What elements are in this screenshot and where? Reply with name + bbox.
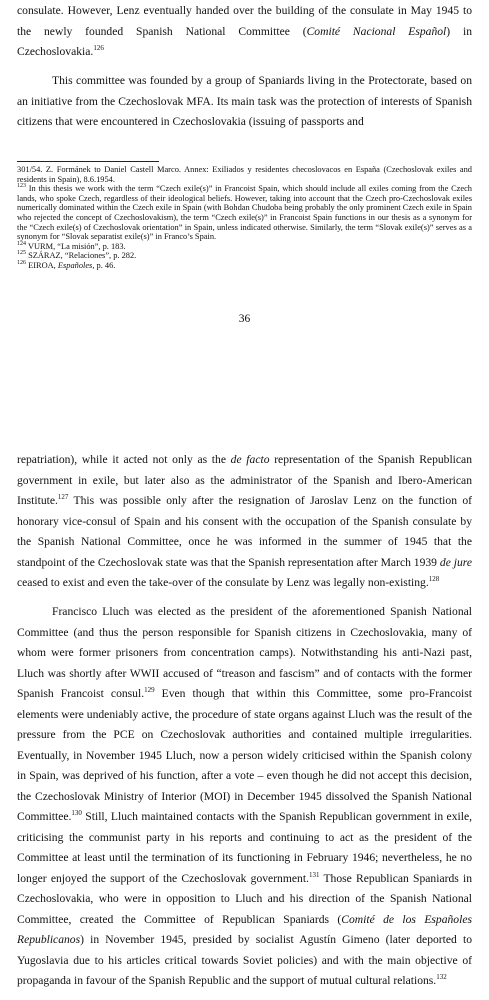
page-number: 36 bbox=[238, 313, 251, 325]
footnote-123: $^{123}$ In this thesis we work with the term “Czech exile(s)” in Francoist Spain, which should include all exiles coming from the Czech lands, who spoke Czech, regardless of their ideological beliefs. However, taking into account that the Czech pro-Czechoslovak exiles numerically dominated within the Czech exile in Spain (with Bohdan Chudoba being probably the only prominent Czech exile in Spain who rejected the concept of Czechoslovakism), the term “Czech exile(s)” in Francoist Spain functions in our thesis as a synonym for the “Czech exile(s) of Czechoslovak orientation” in Spain, unless indicated otherwise. Similarly, the term “Slovak exile(s)” serves as a synonym for “Slovak separatist exile(s)” in Franco’s Spain. bbox=[17, 183, 472, 242]
footnote-124: $^{124}$ VURM, “La misión”, p. 183. bbox=[17, 240, 126, 251]
footnotes bbox=[17, 165, 472, 271]
footnote-ref: 132 bbox=[436, 973, 447, 982]
italic-term: Comité Nacional Español bbox=[306, 24, 447, 38]
footnote-ref: 128 bbox=[428, 575, 440, 584]
footnote-ref: 126 bbox=[93, 44, 104, 53]
text-run: ) in Czechoslovakia. bbox=[17, 24, 472, 58]
page-37 bbox=[0, 440, 489, 1000]
body-paragraph: Francisco Lluch was elected as the president of the aforementioned Spanish National Committee (and thus the person responsible for Spanish citizens in Czechoslovakia, many of whom were former prisoners from concentration camps). Notwithstanding his anti-Nazi past, Lluch was shortly after WWII accused of “treason and fascism” and of contacts with the former Spanish Francoist consul.$^{129}$ Even though that within this Committee, some pro-Francoist elements were undeniably active, the procedure of state organs against Lluch was the result of the pressure from the PCE on Czechoslovak authorities and contained multiple irregularities. Eventually, in November 1945 Lluch, now a person widely criticised within the Spanish colony in Spain, was deprived of his function, after a vote – even though he did not accept this decision, the Czechoslovak Ministry of Interior (MOI) in December 1945 dissolved the Spanish National Committee.$^{130}$ Still, Lluch maintained contacts with the Spanish Republican government in exile, criticising the communist party in his reports and continuing to act as the president of the Committee at least until the termination of its functioning in February 1946; nevertheless, he no longer enjoyed the support of the Czechoslovak government.$^{131}$ Those Republican Spaniards in Czechoslovakia, who were in opposition to Lluch and his direction of the Spanish National Committee, created the Committee of Republican Spaniards (Comité de los Españoles Republicanos) in November 1945, presided by socialist Agustín Gimeno (later deported to Yugoslavia due to his articles critical towards Soviet policies) and with the main objective of propaganda in favour of the Spanish Republic and the support of mutual cultural relations.$^{132}$ bbox=[17, 605, 473, 987]
footnote-separator bbox=[17, 161, 159, 162]
body-paragraph-continued bbox=[17, 1, 472, 63]
body-paragraph-continued: repatriation), while it acted not only as the de facto representation of the Spanish Republican government in exile, but later also as the administrator of the Spanish and Ibero-American Institute.$^{127}$ This was possible only after the resignation of Jaroslav Lenz on the function of honorary vice-consul of Spain and his consent with the occupation of the Spanish consulate by the Spanish National Committee, once he was informed in the summer of 1945 that the standpoint of the Czechoslovak state was that the Spanish representation after March 1939 de jure ceased to exist and even the take-over of the consulate by Lenz was legally non-existing.$^{128}$ bbox=[17, 453, 472, 589]
footnote-125: $^{125}$ SZÁRAZ, “Relaciones”, p. 282. bbox=[17, 250, 137, 261]
page-gap bbox=[0, 385, 489, 440]
footnote-ref: 129 bbox=[144, 686, 155, 695]
footnote-ref: 131 bbox=[308, 870, 320, 879]
body-paragraph: This committee was founded by a group of Spaniards living in the Protectorate, based on an initiative from the Czechoslovak MFA. Its main task was the protection of interests of Spanish citizens that were encountered in Czechoslovakia (issuing of passports and bbox=[17, 74, 472, 128]
footnote-126: $^{126}$ EIROA, Españoles, p. 46. bbox=[17, 260, 116, 270]
page-36 bbox=[0, 0, 489, 385]
footnote-continuation: 301/54. Z. Formánek to Daniel Castell Marco. Annex: Exiliados y residentes checoslovacos en España (Czechoslovak exiles and residents in Spain), 8.6.1954. bbox=[17, 165, 472, 184]
text-run: consulate. However, Lenz eventually handed over the building of the consulate in May 1945 to the newly founded Spanish National Committee ( bbox=[17, 4, 472, 38]
footnote-ref: 130 bbox=[71, 809, 82, 818]
footnote-ref: 127 bbox=[57, 493, 69, 502]
